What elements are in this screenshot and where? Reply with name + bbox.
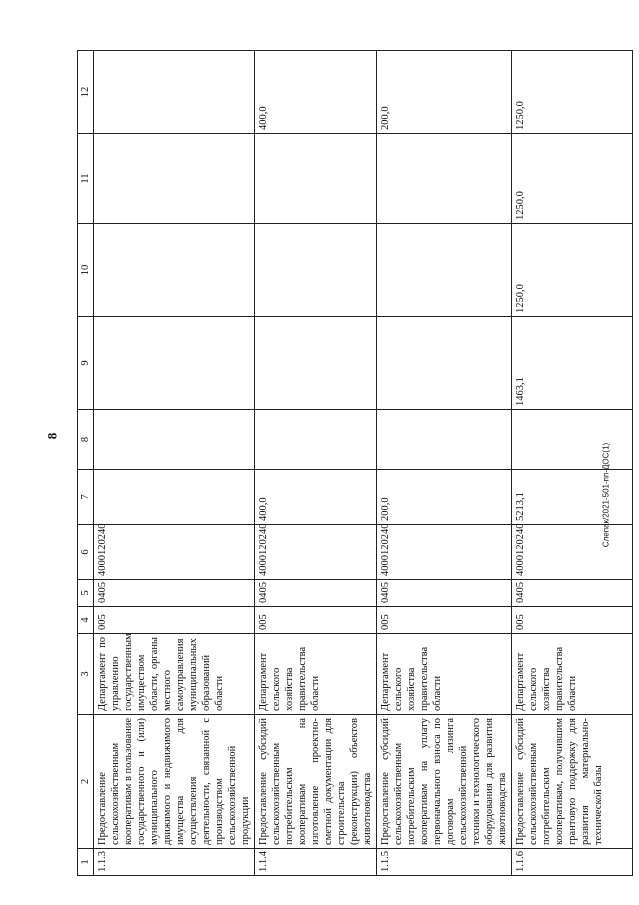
header-row [78, 51, 94, 876]
column-header: 9 [78, 317, 94, 410]
measure-description: Предоставление субсидий сельскохозяйственным потребительским кооперативам на изготовление проектно-сметной документации для строительства (реконструкции) объектов животноводства [255, 715, 377, 849]
cell-col-10 [94, 224, 255, 317]
cell-col-6: 4000120240 [255, 525, 377, 580]
cell-col-9 [94, 317, 255, 410]
cell-col-5: 0405 [94, 580, 255, 607]
table-row [94, 51, 255, 876]
page-number: 8 [44, 432, 60, 440]
cell-col-5: 0405 [377, 580, 512, 607]
cell-col-8 [255, 410, 377, 470]
cell-col-10: 1250,0 [512, 224, 633, 317]
cell-col-12: 1250,0 [512, 51, 633, 134]
cell-col-7 [94, 470, 255, 525]
cell-col-4: 005 [512, 607, 633, 634]
column-header: 11 [78, 134, 94, 224]
column-header: 3 [78, 634, 94, 715]
cell-col-12: 200,0 [377, 51, 512, 134]
budget-table-sheet [77, 51, 604, 876]
cell-col-9 [255, 317, 377, 410]
cell-col-8 [94, 410, 255, 470]
column-header: 2 [78, 715, 94, 849]
column-header: 12 [78, 51, 94, 134]
responsible-department: Департамент сельского хозяйства правительства области [512, 634, 633, 715]
column-header: 6 [78, 525, 94, 580]
cell-col-11: 1250,0 [512, 134, 633, 224]
cell-col-6: 4000120240 [94, 525, 255, 580]
table-row [255, 51, 377, 876]
row-number: 1.1.4 [255, 849, 377, 876]
cell-col-8 [512, 410, 633, 470]
cell-col-6: 4000120240 [377, 525, 512, 580]
cell-col-12: 400,0 [255, 51, 377, 134]
document-code: Cлепак/2021-501-пп-ДОС(1) [601, 442, 611, 548]
cell-col-4: 005 [377, 607, 512, 634]
table-row [377, 51, 512, 876]
measure-description: Предоставление сельскохозяйственным кооперативам в пользование государственного и (или) муниципального движимого и недвижимого имущества для осуществления деятельности, связанной с производством сельскохозяйственной продукции [94, 715, 255, 849]
responsible-department: Департамент сельского хозяйства правительства области [377, 634, 512, 715]
column-header: 8 [78, 410, 94, 470]
measure-description: Предоставление субсидий сельскохозяйственным потребительским кооперативам на уплату первоначального взноса по договорам лизинга сельскохозяйственной техники и технологического оборудования для развития животноводства [377, 715, 512, 849]
column-header: 7 [78, 470, 94, 525]
cell-col-12 [94, 51, 255, 134]
cell-col-10 [255, 224, 377, 317]
cell-col-5: 0405 [255, 580, 377, 607]
column-header: 10 [78, 224, 94, 317]
cell-col-7: 400,0 [255, 470, 377, 525]
column-header: 1 [78, 849, 94, 876]
row-number: 1.1.3 [94, 849, 255, 876]
cell-col-10 [377, 224, 512, 317]
cell-col-7: 200,0 [377, 470, 512, 525]
cell-col-11 [377, 134, 512, 224]
cell-col-4: 005 [94, 607, 255, 634]
column-header: 5 [78, 580, 94, 607]
cell-col-8 [377, 410, 512, 470]
cell-col-11 [94, 134, 255, 224]
responsible-department: Департамент сельского хозяйства правительства области [255, 634, 377, 715]
cell-col-7: 5213,1 [512, 470, 633, 525]
cell-col-9 [377, 317, 512, 410]
responsible-department: Департамент по управлению государственным имуществом области, органы местного самоуправления муниципальных образований области [94, 634, 255, 715]
row-number: 1.1.5 [377, 849, 512, 876]
budget-table [77, 50, 633, 876]
cell-col-6: 4000120240 [512, 525, 633, 580]
column-header: 4 [78, 607, 94, 634]
row-number: 1.1.6 [512, 849, 633, 876]
cell-col-4: 005 [255, 607, 377, 634]
table-row [512, 51, 633, 876]
cell-col-11 [255, 134, 377, 224]
cell-col-5: 0405 [512, 580, 633, 607]
cell-col-9: 1463,1 [512, 317, 633, 410]
measure-description: Предоставление субсидий сельскохозяйственным потребительским кооперативам, получившим грантовую поддержку для развития материально-технической базы [512, 715, 633, 849]
